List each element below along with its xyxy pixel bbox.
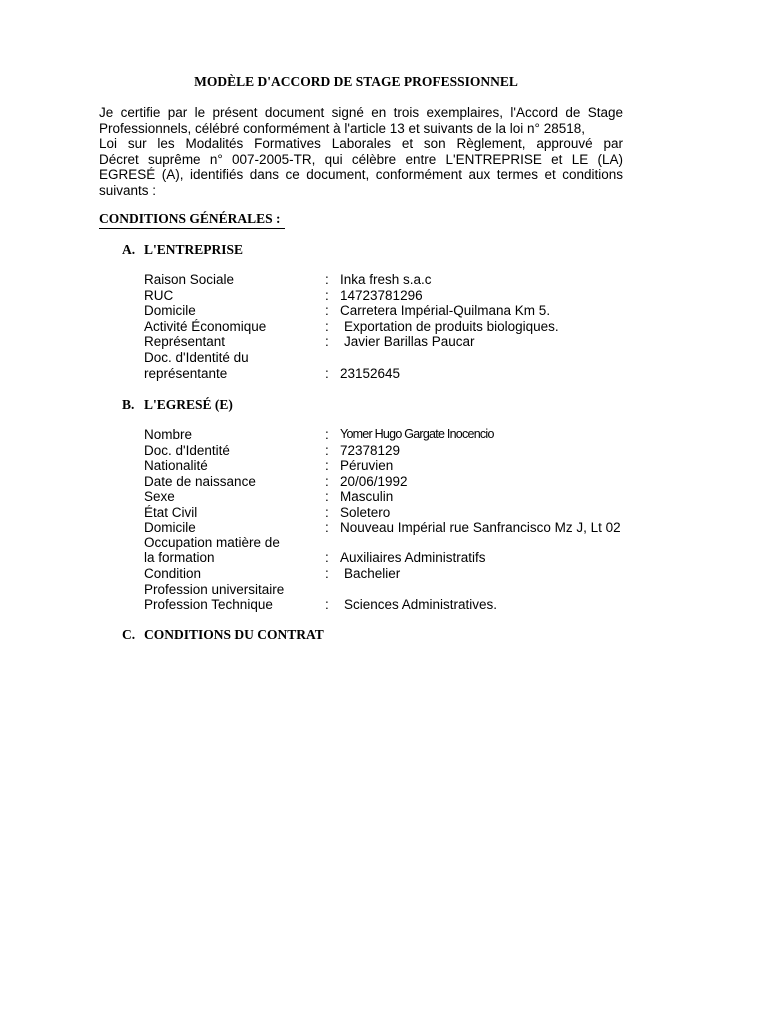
field-colon: :: [325, 458, 329, 473]
section-a-title: L'ENTREPRISE: [144, 242, 244, 257]
field-label: la formation: [144, 550, 215, 565]
field-colon: :: [325, 319, 329, 334]
section-c-heading: [122, 627, 324, 643]
field-value: 23152645: [340, 366, 401, 381]
field-colon: :: [325, 505, 329, 520]
section-c-letter: C.: [122, 627, 136, 642]
section-a-letter: A.: [122, 242, 136, 257]
field-value: 72378129: [340, 443, 401, 458]
section-c-title: CONDITIONS DU CONTRAT: [144, 627, 324, 642]
field-value: 14723781296: [340, 288, 423, 303]
field-label: Raison Sociale: [144, 272, 235, 287]
field-label: RUC: [144, 288, 174, 303]
field-label: Domicile: [144, 303, 196, 318]
section-b-title: L'EGRESÉ (E): [144, 397, 233, 412]
field-label: Date de naissance: [144, 474, 256, 489]
field-colon: :: [325, 566, 329, 581]
field-value: Péruvien: [340, 458, 394, 473]
intro-line: Loi sur les Modalités Formatives Laborales et son Règlement, approuvé par: [99, 136, 623, 151]
field-colon: :: [325, 334, 329, 349]
field-colon: :: [325, 303, 329, 318]
field-label: Domicile: [144, 520, 196, 535]
field-value: Nouveau Impérial rue Sanfrancisco Mz J, Lt 02: [340, 520, 621, 535]
intro-line: EGRESÉ (A), identifiés dans ce document, conformément aux termes et conditions: [99, 167, 623, 182]
field-label: Occupation matière de: [144, 535, 280, 550]
field-value: Sciences Administratives.: [344, 597, 498, 612]
field-value: Bachelier: [344, 566, 401, 581]
field-colon: :: [325, 427, 329, 442]
field-label: représentante: [144, 366, 228, 381]
intro-line: Professionnels, célébré conformément à l'article 13 et suivants de la loi n° 28518,: [99, 120, 585, 136]
field-colon: :: [325, 597, 329, 612]
field-value: Soletero: [340, 505, 391, 520]
field-colon: :: [325, 288, 329, 303]
field-value: Inka fresh s.a.c: [340, 272, 432, 287]
intro-line: Décret suprême n° 007-2005-TR, qui célèbre entre L'ENTREPRISE et LE (LA): [99, 151, 623, 167]
intro-paragraph: [99, 105, 623, 198]
field-label: Nombre: [144, 427, 193, 442]
field-colon: :: [325, 520, 329, 535]
field-colon: :: [325, 489, 329, 504]
field-colon: :: [325, 443, 329, 458]
field-label: Profession universitaire: [144, 582, 285, 597]
field-value: Exportation de produits biologiques.: [344, 319, 559, 334]
intro-line: suivants :: [99, 182, 157, 198]
field-value: Javier Barillas Paucar: [344, 334, 475, 349]
field-label: État Civil: [144, 505, 198, 520]
field-label: Nationalité: [144, 458, 208, 473]
field-colon: :: [325, 366, 329, 381]
field-label: Activité Économique: [144, 319, 267, 334]
field-label: Doc. d'Identité: [144, 443, 230, 458]
field-label: Condition: [144, 566, 202, 581]
field-label: Doc. d'Identité du: [144, 350, 249, 365]
field-value: Masculin: [340, 489, 394, 504]
field-colon: :: [325, 550, 329, 565]
field-value: Auxiliaires Administratifs: [340, 550, 486, 565]
field-value: 20/06/1992: [340, 474, 408, 489]
field-label: Profession Technique: [144, 597, 273, 612]
section-a-heading: [122, 242, 243, 258]
field-colon: :: [325, 474, 329, 489]
field-label: Sexe: [144, 489, 175, 504]
field-value: Yomer Hugo Gargate Inocencio: [340, 427, 494, 441]
document-title: MODÈLE D'ACCORD DE STAGE PROFESSIONNEL: [194, 74, 518, 89]
intro-line: Je certifie par le présent document signé en trois exemplaires, l'Accord de Stage: [99, 105, 623, 120]
general-conditions-heading: CONDITIONS GÉNÉRALES :: [99, 211, 285, 229]
section-b-heading: [122, 397, 233, 413]
field-colon: :: [325, 272, 329, 287]
section-b-letter: B.: [122, 397, 135, 412]
field-label: Représentant: [144, 334, 226, 349]
field-value: Carretera Impérial-Quilmana Km 5.: [340, 303, 551, 318]
